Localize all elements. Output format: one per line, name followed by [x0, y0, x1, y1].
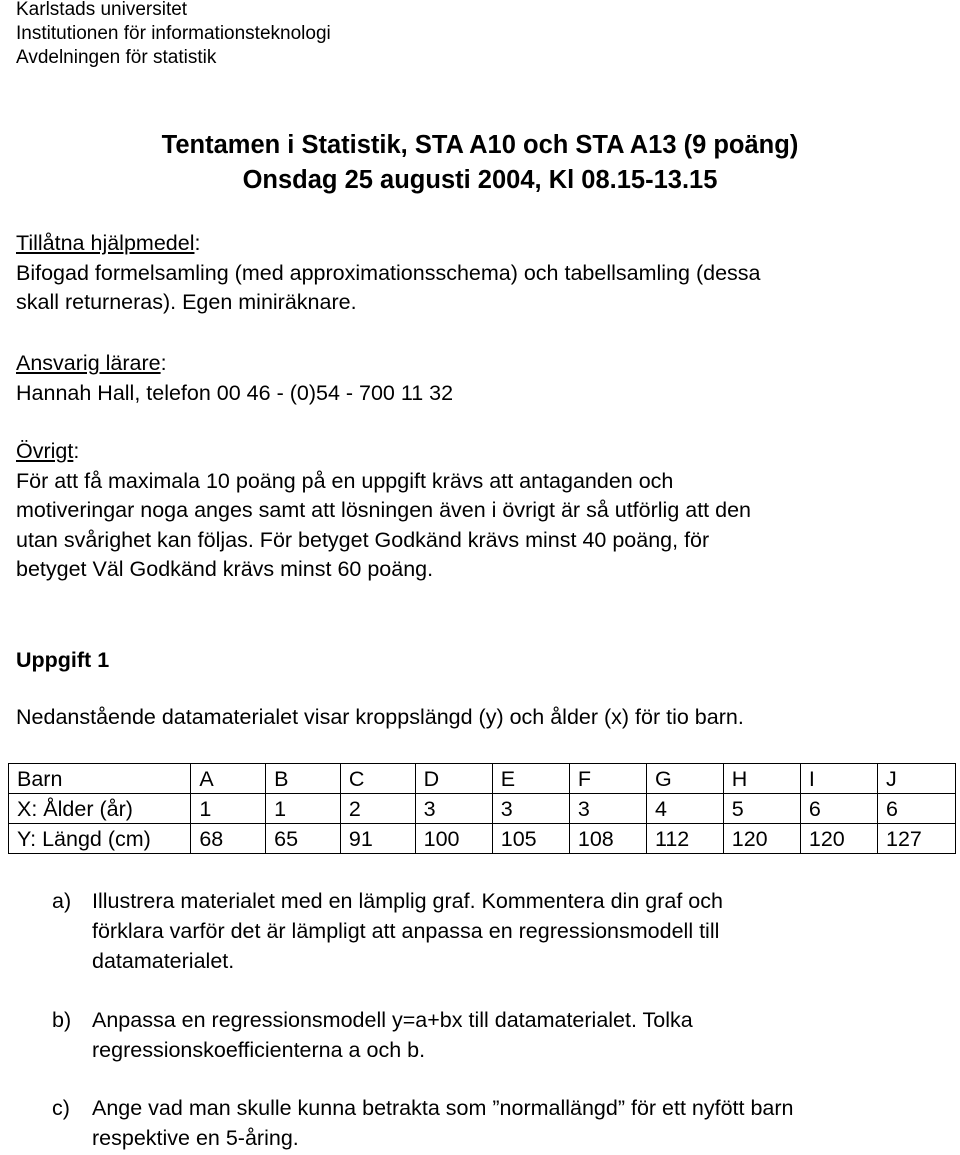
allowed-aids-text: Bifogad formelsamling (med approximationsschema) och tabellsamling (dessa: [16, 260, 761, 285]
teacher-section: [16, 349, 946, 408]
question-label: b): [52, 1008, 72, 1032]
table-cell: J: [877, 764, 955, 794]
question-label: a): [52, 889, 72, 913]
question-text: Illustrera materialet med en lämplig graf. Kommentera din graf och förklara varför det är lämpligt att anpassa en regressionsmodell till datamaterialet.: [92, 889, 723, 973]
question-a: [52, 886, 932, 976]
table-row: [9, 824, 956, 854]
university-name: Karlstads universitet: [16, 0, 188, 20]
table-cell: 112: [646, 824, 723, 854]
table-cell: 65: [266, 824, 341, 854]
table-cell: 108: [569, 824, 646, 854]
other-text: betyget Väl Godkänd krävs minst 60 poäng.: [16, 557, 434, 581]
question-b: [52, 1005, 932, 1065]
other-section: [16, 437, 946, 585]
question-c: [52, 1093, 932, 1153]
table-row-header: Barn: [9, 764, 191, 794]
table-row: [9, 764, 956, 794]
table-cell: 100: [415, 824, 492, 854]
other-text: För att få maximala 10 poäng på en uppgift krävs att antaganden och: [16, 468, 674, 493]
exam-title-line: Tentamen i Statistik, STA A10 och STA A13 (9 poäng): [161, 131, 799, 159]
table-row: [9, 794, 956, 824]
table-cell: 3: [492, 794, 569, 824]
table-cell: D: [415, 764, 492, 794]
table-cell: 120: [723, 824, 800, 854]
department-name: Institutionen för informationsteknologi: [16, 23, 331, 44]
table-cell: G: [646, 764, 723, 794]
table-row-header: X: Ålder (år): [9, 794, 191, 824]
table-cell: F: [569, 764, 646, 794]
task-intro: Nedanstående datamaterialet visar kroppslängd (y) och ålder (x) för tio barn.: [16, 705, 744, 729]
allowed-aids-heading: Tillåtna hjälpmedel:: [16, 231, 201, 255]
teacher-heading: Ansvarig lärare:: [16, 351, 167, 375]
table-cell: 91: [340, 824, 415, 854]
other-heading: Övrigt:: [16, 439, 80, 463]
table-cell: 6: [800, 794, 877, 824]
table-cell: 6: [877, 794, 955, 824]
table-row-header: Y: Längd (cm): [9, 824, 191, 854]
question-text: Ange vad man skulle kunna betrakta som ”normallängd” för ett nyfött barn respektive en 5-åring.: [92, 1096, 794, 1150]
table-cell: 3: [415, 794, 492, 824]
table-cell: B: [266, 764, 341, 794]
question-label: c): [52, 1096, 70, 1120]
other-text: utan svårighet kan följas. För betyget Godkänd krävs minst 40 poäng, för: [16, 527, 710, 552]
table-cell: E: [492, 764, 569, 794]
table-cell: A: [191, 764, 266, 794]
division-name: Avdelningen för statistik: [16, 47, 217, 68]
table-cell: I: [800, 764, 877, 794]
table-cell: 1: [191, 794, 266, 824]
table-cell: 1: [266, 794, 341, 824]
table-cell: 3: [569, 794, 646, 824]
question-text: Anpassa en regressionsmodell y=a+bx till datamaterialet. Tolka regressionskoefficienterna a och b.: [92, 1008, 693, 1062]
table-cell: 2: [340, 794, 415, 824]
data-table: [8, 763, 956, 854]
table-cell: 105: [492, 824, 569, 854]
exam-title: [0, 128, 960, 198]
other-text: motiveringar noga anges samt att lösningen även i övrigt är så utförlig att den: [16, 498, 751, 522]
table-cell: H: [723, 764, 800, 794]
table-cell: 4: [646, 794, 723, 824]
allowed-aids-section: [16, 229, 946, 318]
exam-date-line: Onsdag 25 augusti 2004, Kl 08.15-13.15: [242, 166, 718, 194]
institution-header: [16, 0, 331, 70]
table-cell: 68: [191, 824, 266, 854]
table-cell: 5: [723, 794, 800, 824]
task-heading: Uppgift 1: [16, 648, 110, 672]
table-cell: 127: [877, 824, 955, 854]
teacher-contact: Hannah Hall, telefon 00 46 - (0)54 - 700 11 32: [16, 380, 454, 405]
table-cell: C: [340, 764, 415, 794]
allowed-aids-text: skall returneras). Egen miniräknare.: [16, 290, 357, 314]
table-cell: 120: [800, 824, 877, 854]
